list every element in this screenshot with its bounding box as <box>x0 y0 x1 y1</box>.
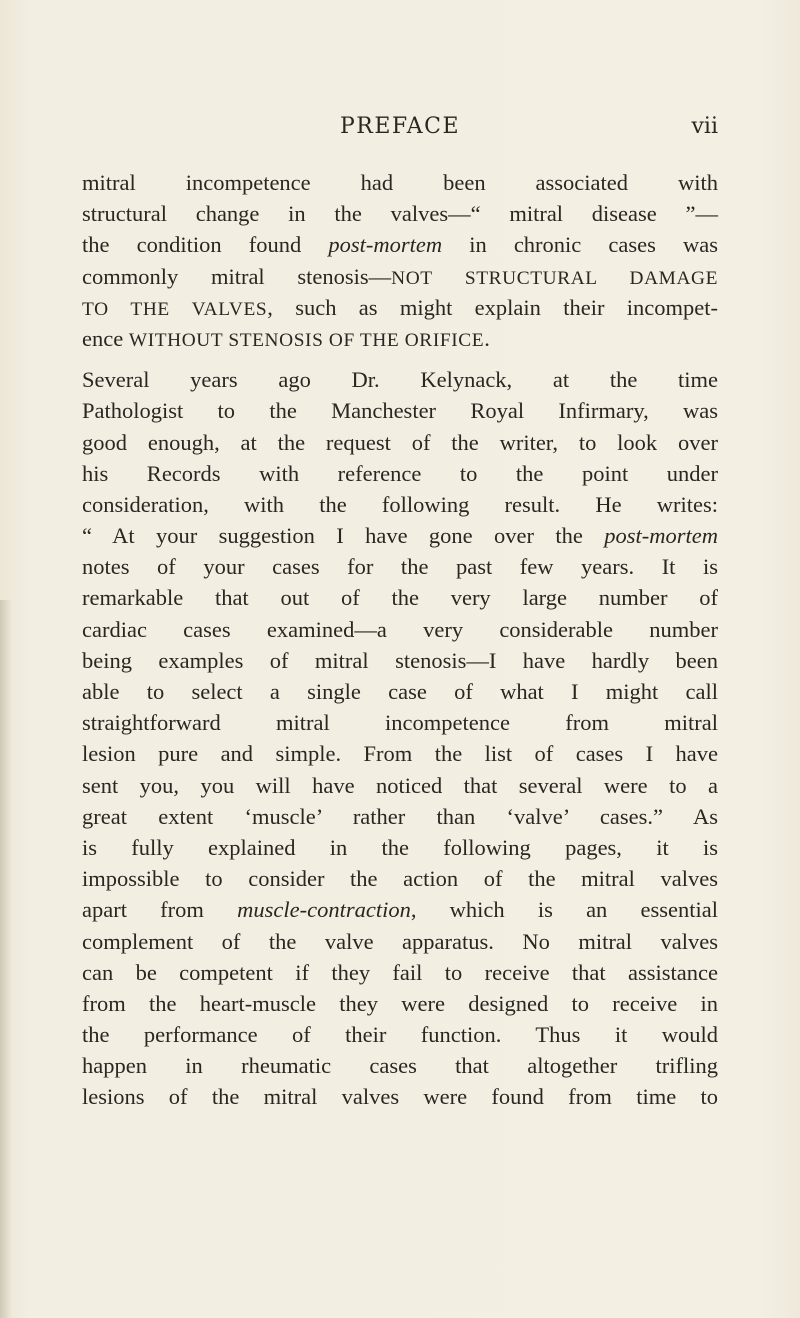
body-text <box>82 167 718 1113</box>
text-line: impossible to consider the action of the mitral valves <box>82 866 718 892</box>
text-line: happen in rheumatic cases that altogether trifling <box>82 1053 718 1079</box>
text-line: able to select a single case of what I might call <box>82 679 718 704</box>
paragraph-1 <box>82 167 718 354</box>
text-line: consideration, with the following result. He writes: <box>82 491 718 517</box>
text-line: ence WITHOUT STENOSIS OF THE ORIFICE. <box>82 325 490 351</box>
text-line: structural change in the valves—“ mitral disease ”— <box>82 201 718 227</box>
text-line: Several years ago Dr. Kelynack, at the time <box>82 367 718 393</box>
text-line: good enough, at the request of the writer, to look over <box>82 429 718 455</box>
text-line: from the heart-muscle they were designed to receive in <box>82 990 718 1016</box>
text-line: his Records with reference to the point under <box>82 460 718 486</box>
text-line: the performance of their function. Thus it would <box>82 1022 718 1048</box>
text-line: notes of your cases for the past few years. It is <box>82 554 718 580</box>
text-line: is fully explained in the following pages, it is <box>82 834 718 860</box>
text-line: remarkable that out of the very large number of <box>82 585 718 611</box>
text-line: apart from muscle-contraction, which is an essential <box>82 897 718 923</box>
text-line: “ At your suggestion I have gone over the post-mortem <box>82 523 718 549</box>
text-line: commonly mitral stenosis—NOT STRUCTURAL DAMAGE <box>82 263 718 289</box>
text-line: Pathologist to the Manchester Royal Infirmary, was <box>82 398 718 424</box>
text-line: sent you, you will have noticed that several were to a <box>82 772 718 798</box>
running-head <box>82 114 718 144</box>
text-line: complement of the valve apparatus. No mitral valves <box>82 928 718 954</box>
paragraph-2 <box>82 364 718 1113</box>
text-line: mitral incompetence had been associated with <box>82 170 718 195</box>
text-line: the condition found post-mortem in chronic cases was <box>82 232 718 258</box>
text-line: straightforward mitral incompetence from mitral <box>82 710 718 736</box>
text-line: can be competent if they fail to receive that assistance <box>82 959 718 985</box>
text-line: cardiac cases examined—a very considerable number <box>82 616 718 642</box>
running-title: PREFACE <box>339 114 461 139</box>
text-line: TO THE VALVES, such as might explain their incompet- <box>82 294 718 320</box>
text-line: lesion pure and simple. From the list of cases I have <box>82 741 718 767</box>
text-line: lesions of the mitral valves were found from time to <box>82 1084 718 1110</box>
text-line: being examples of mitral stenosis—I have hardly been <box>82 647 718 673</box>
page-number: vii <box>691 114 718 139</box>
text-line: great extent ‘muscle’ rather than ‘valve’ cases.” As <box>82 803 718 829</box>
paragraph-gap <box>82 354 718 364</box>
gutter-shadow <box>0 600 12 1318</box>
